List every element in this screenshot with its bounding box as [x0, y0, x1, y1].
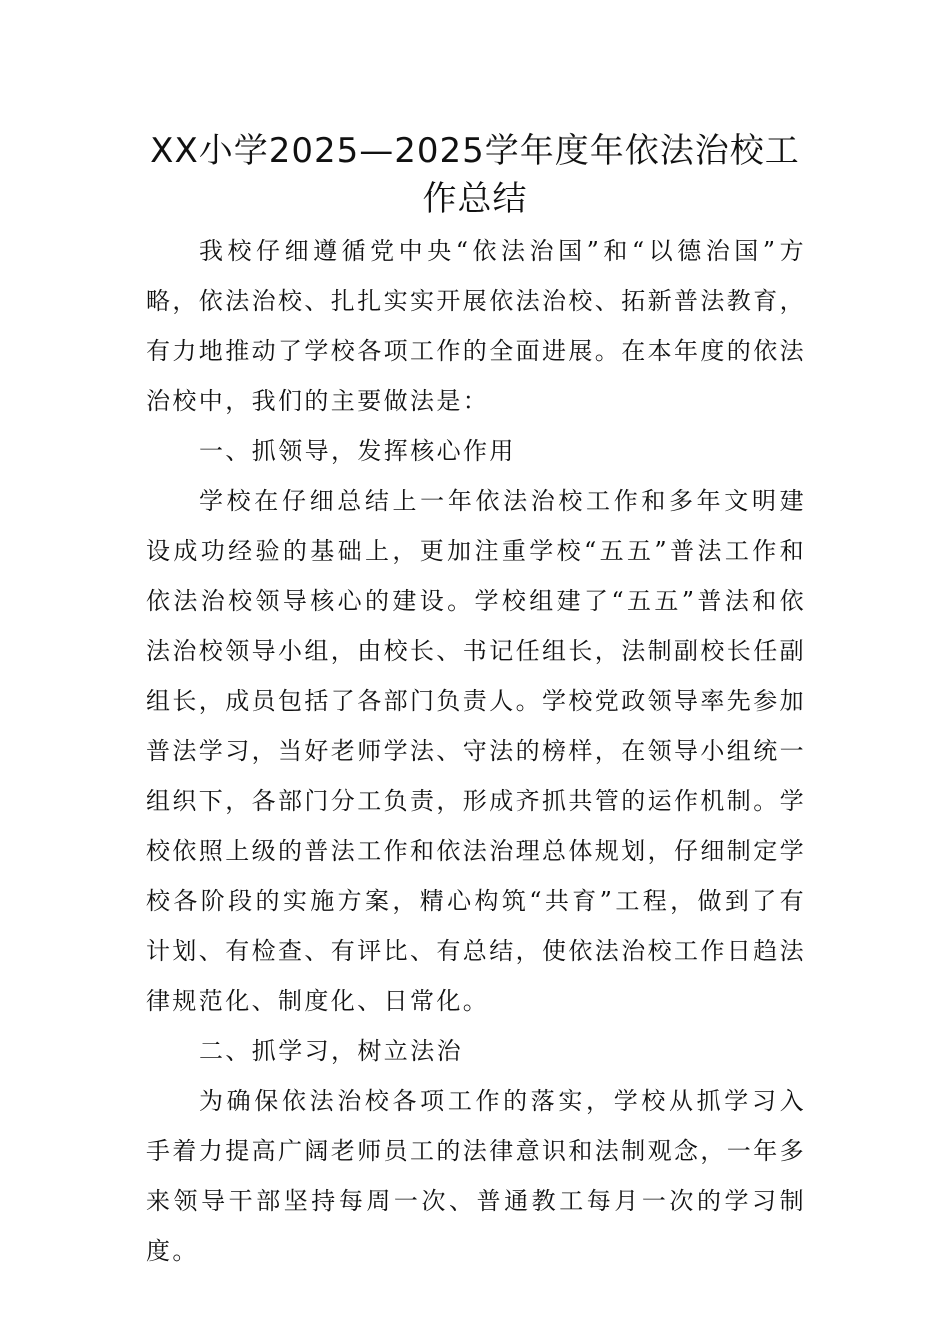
section-2-paragraph: 为确保依法治校各项工作的落实，学校从抓学习入手着力提高广阔老师员工的法律意识和法制观念，一年多来领导干部坚持每周一次、普通教工每月一次的学习制度。	[146, 1087, 806, 1265]
section-1-paragraph: 学校在仔细总结上一年依法治校工作和多年文明建设成功经验的基础上，更加注重学校“五五”普法工作和依法治校领导核心的建设。学校组建了“五五”普法和依法治校领导小组，由校长、书记任组长，法制副校长任副组长，成员包括了各部门负责人。学校党政领导率先参加普法学习，当好老师学法、守法的榜样，在领导小组统一组织下，各部门分工负责，形成齐抓共管的运作机制。学校依照上级的普法工作和依法治理总体规划，仔细制定学校各阶段的实施方案，精心构筑“共育”工程，做到了有计划、有检查、有评比、有总结，使依法治校工作日趋法律规范化、制度化、日常化。	[146, 487, 806, 1015]
intro-paragraph: 我校仔细遵循党中央“依法治国”和“以德治国”方略，依法治校、扎扎实实开展依法治校、拓新普法教育，有力地推动了学校各项工作的全面进展。在本年度的依法治校中，我们的主要做法是：	[146, 237, 806, 415]
document-title: XX小学2025—2025学年度年依法治校工作总结	[150, 131, 800, 219]
document-body	[146, 226, 806, 1276]
section-heading-1: 一、抓领导，发挥核心作用	[199, 437, 516, 465]
section-heading-2: 二、抓学习，树立法治	[199, 1037, 463, 1065]
